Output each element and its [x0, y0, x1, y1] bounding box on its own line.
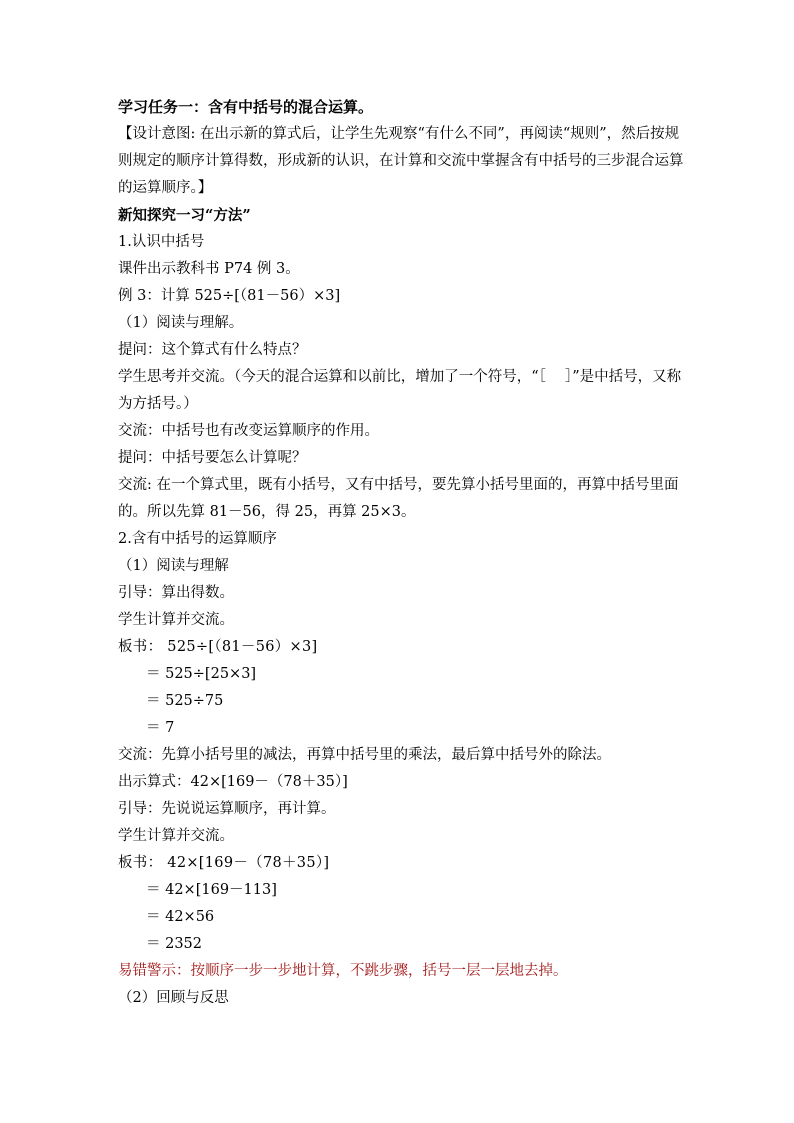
task-heading: 学习任务一：含有中括号的混合运算。 — [118, 98, 374, 116]
document-body — [118, 94, 684, 1012]
part1-title: 1.认识中括号 — [118, 234, 205, 250]
board2-line3: ＝ 42×56 — [146, 909, 215, 925]
board2-line4: ＝ 2352 — [146, 936, 203, 952]
show-expression-text: 出示算式：42×[169－（78＋35）] — [118, 774, 348, 790]
board1-line4: ＝ 7 — [146, 720, 175, 736]
step1b-text: （1）阅读与理解 — [118, 558, 229, 574]
student-discuss-text: 学生思考并交流。（今天的混合运算和以前比，增加了一个符号，“［ ］”是中括号，又称为方括号。） — [118, 369, 682, 412]
board2-line1: 板书： 42×[169－（78＋35）] — [118, 855, 330, 871]
question1-text: 提问：这个算式有什么特点？ — [118, 342, 307, 358]
exchange3-text: 交流：先算小括号里的减法，再算中括号里的乘法，最后算中括号外的除法。 — [118, 747, 611, 763]
student-calc1-text: 学生计算并交流。 — [118, 612, 234, 628]
example-text: 例 3：计算 525÷[（81－56）×3] — [118, 288, 341, 304]
student-calc2-text: 学生计算并交流。 — [118, 828, 234, 844]
guide1-text: 引导：算出得数。 — [118, 585, 234, 601]
courseware-text: 课件出示教科书 P74 例 3。 — [118, 261, 300, 277]
board2-line2: ＝ 42×[169－113] — [146, 882, 277, 898]
board1-line1: 板书： 525÷[（81－56）×3] — [118, 639, 318, 655]
exchange2-text: 交流: 在一个算式里，既有小括号，又有中括号，要先算小括号里面的，再算中括号里面的。所以先算 81－56，得 25，再算 25×3。 — [118, 477, 679, 520]
step2-text: （2）回顾与反思 — [118, 990, 229, 1006]
step1-text: （1）阅读与理解。 — [118, 315, 244, 331]
question2-text: 提问：中括号要怎么计算呢？ — [118, 450, 307, 466]
guide2-text: 引导：先说说运算顺序，再计算。 — [118, 801, 336, 817]
board1-line3: ＝ 525÷75 — [146, 693, 224, 709]
error-warning: 易错警示：按顺序一步一步地计算，不跳步骤，括号一层一层地去掉。 — [118, 963, 568, 979]
exchange1-text: 交流：中括号也有改变运算顺序的作用。 — [118, 423, 379, 439]
section-title: 新知探究一习“方法” — [118, 207, 251, 224]
design-intent: 【设计意图: 在出示新的算式后，让学生先观察“有什么不同”，再阅读“规则”，然后按规则规定的顺序计算得数，形成新的认识，在计算和交流中掌握含有中括号的三步混合运算的运算顺序。】 — [118, 126, 684, 196]
board1-line2: ＝ 525÷[25×3] — [146, 666, 257, 682]
part2-title: 2.含有中括号的运算顺序 — [118, 531, 277, 547]
